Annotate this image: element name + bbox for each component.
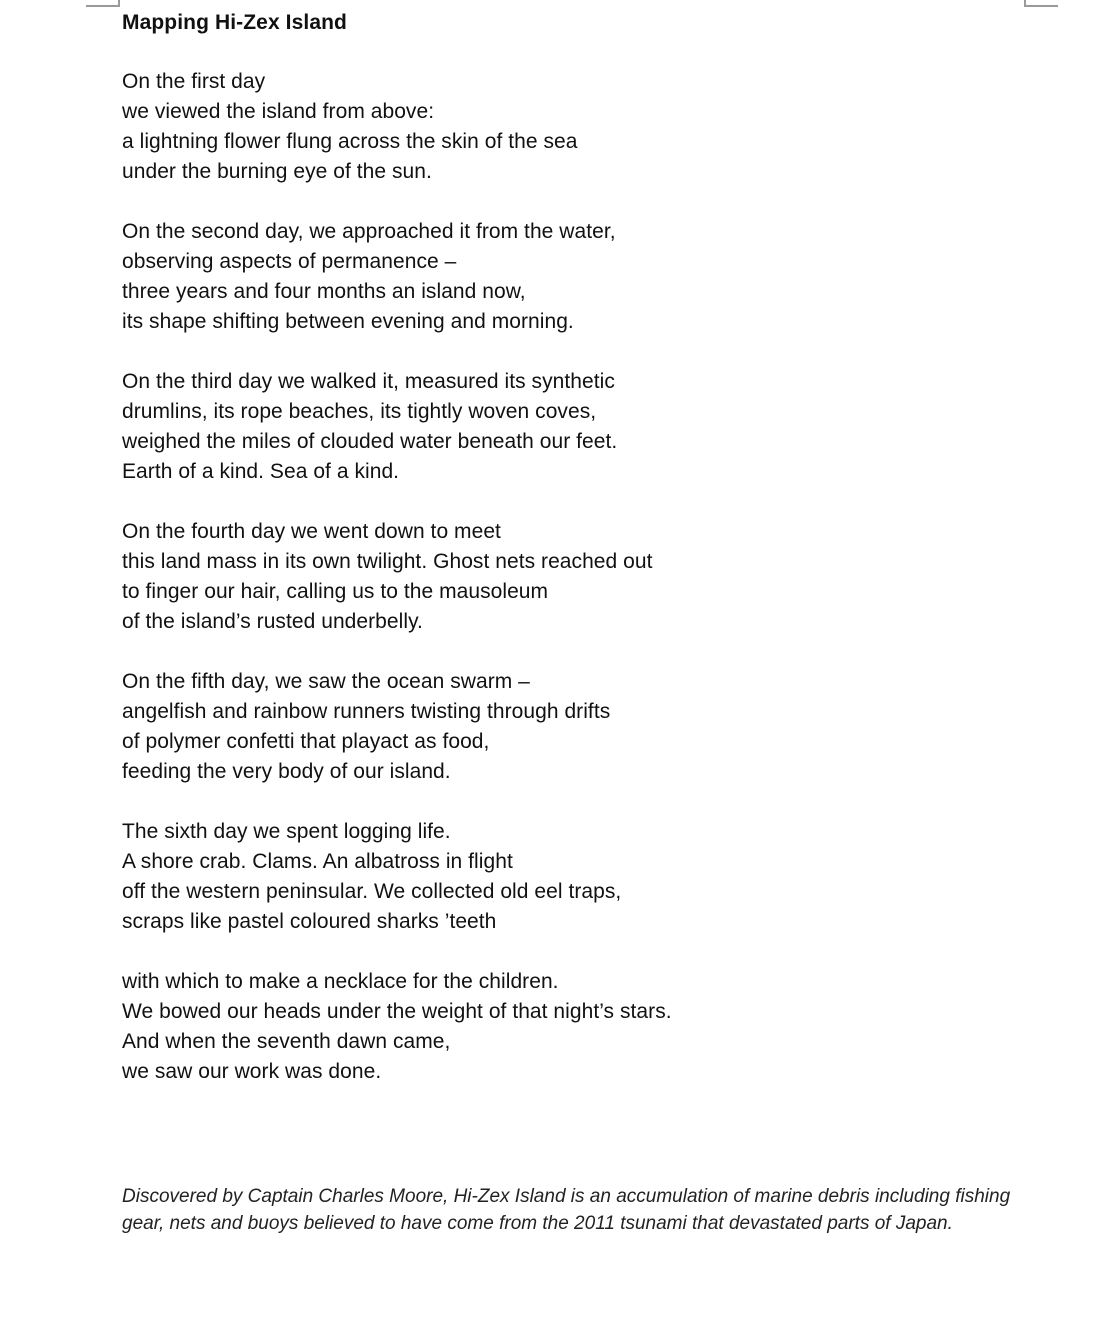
poem-line: weighed the miles of clouded water beneath our feet. — [122, 430, 618, 453]
poem-line: its shape shifting between evening and morning. — [122, 310, 574, 333]
poem-line: We bowed our heads under the weight of that night’s stars. — [122, 1000, 672, 1023]
poem-line: to finger our hair, calling us to the mausoleum — [122, 580, 549, 603]
poem-line: angelfish and rainbow runners twisting through drifts — [122, 700, 611, 723]
poem-line: The sixth day we spent logging life. — [122, 820, 451, 843]
poem-line: we viewed the island from above: — [122, 100, 435, 123]
poem-line: Earth of a kind. Sea of a kind. — [122, 460, 400, 483]
poem-line: this land mass in its own twilight. Ghost nets reached out — [122, 550, 653, 573]
poem-line: with which to make a necklace for the children. — [122, 970, 559, 993]
poem-line: On the fifth day, we saw the ocean swarm – — [122, 670, 530, 693]
poem-line: we saw our work was done. — [122, 1060, 382, 1083]
poem-line: On the third day we walked it, measured its synthetic — [122, 370, 615, 393]
poem-line: observing aspects of permanence – — [122, 250, 457, 273]
poem-line: scraps like pastel coloured sharks ’teeth — [122, 910, 497, 933]
stanza-4 — [122, 517, 1022, 637]
poem-line: off the western peninsular. We collected old eel traps, — [122, 880, 622, 903]
page-corner-mark-left — [86, 0, 120, 7]
stanza-3 — [122, 367, 1022, 487]
poem-line: under the burning eye of the sun. — [122, 160, 432, 183]
poem-line: feeding the very body of our island. — [122, 760, 451, 783]
poem-body — [122, 67, 1022, 1117]
stanza-6 — [122, 817, 1022, 937]
poem-line: And when the seventh dawn came, — [122, 1030, 451, 1053]
poem-line: On the first day — [122, 70, 266, 93]
poem-line: a lightning flower flung across the skin of the sea — [122, 130, 578, 153]
poem-line: of polymer confetti that playact as food, — [122, 730, 490, 753]
poem-line: drumlins, its rope beaches, its tightly woven coves, — [122, 400, 597, 423]
poem-line: On the second day, we approached it from the water, — [122, 220, 616, 243]
poem-line: A shore crab. Clams. An albatross in flight — [122, 850, 513, 873]
poem-title: Mapping Hi-Zex Island — [122, 11, 347, 34]
poem-line: of the island’s rusted underbelly. — [122, 610, 423, 633]
footnote: Discovered by Captain Charles Moore, Hi-Zex Island is an accumulation of marine debris including fishing gear, nets and buoys believed to have come from the 2011 tsunami that devastated parts of Japan. — [122, 1186, 1011, 1234]
poem-line: three years and four months an island now, — [122, 280, 526, 303]
stanza-2 — [122, 217, 1022, 337]
stanza-5 — [122, 667, 1022, 787]
page-corner-mark-right — [1024, 0, 1058, 7]
stanza-7 — [122, 967, 1022, 1087]
poem-line: On the fourth day we went down to meet — [122, 520, 501, 543]
stanza-1 — [122, 67, 1022, 187]
